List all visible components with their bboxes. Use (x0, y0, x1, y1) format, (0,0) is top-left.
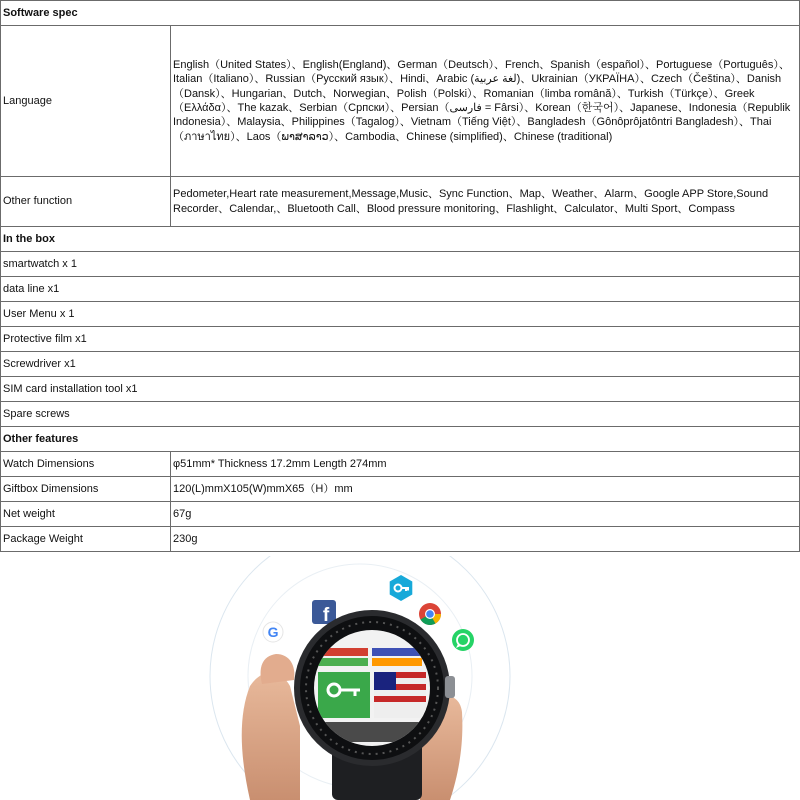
section-title: Other features (1, 427, 800, 452)
box-item-row (1, 402, 800, 427)
box-item: data line x1 (1, 277, 800, 302)
box-item: User Menu x 1 (1, 302, 800, 327)
row-value: Pedometer,Heart rate measurement,Message,Music、Sync Function、Map、Weather、Alarm、Google APP Store,Sound Recorder、Calendar,、Bluetooth Call、Blood pressure monitoring、Flashlight、Calculator、Multi Sport、Compass (171, 177, 800, 227)
row-label: Watch Dimensions (1, 452, 171, 477)
spec-row-net-weight (1, 502, 800, 527)
spec-row-giftbox-dimensions (1, 477, 800, 502)
box-item: smartwatch x 1 (1, 252, 800, 277)
box-item-row (1, 277, 800, 302)
box-item-row (1, 327, 800, 352)
spec-row-other-function (1, 177, 800, 227)
row-label: Other function (1, 177, 171, 227)
section-header-other-features (1, 427, 800, 452)
vpn-key-icon (390, 575, 413, 601)
chrome-icon (419, 603, 441, 625)
box-item: Protective film x1 (1, 327, 800, 352)
crown-button (445, 676, 455, 698)
spec-row-package-weight (1, 527, 800, 552)
box-item-row (1, 377, 800, 402)
product-image (0, 556, 800, 800)
row-label: Language (1, 26, 171, 177)
spec-row-language (1, 26, 800, 177)
svg-text:f: f (322, 605, 330, 626)
row-label: Package Weight (1, 527, 171, 552)
box-item-row (1, 252, 800, 277)
section-title: In the box (1, 227, 800, 252)
box-item: SIM card installation tool x1 (1, 377, 800, 402)
whatsapp-icon (452, 629, 474, 651)
svg-text:G: G (267, 624, 279, 640)
box-item-row (1, 352, 800, 377)
row-label: Net weight (1, 502, 171, 527)
row-label: Giftbox Dimensions (1, 477, 171, 502)
spec-row-watch-dimensions (1, 452, 800, 477)
row-value: 67g (171, 502, 800, 527)
product-image-svg (0, 556, 800, 800)
box-item: Spare screws (1, 402, 800, 427)
row-value: 120(L)mmX105(W)mmX65（H）mm (171, 477, 800, 502)
box-item-row (1, 302, 800, 327)
section-header-software (1, 1, 800, 26)
row-value: 230g (171, 527, 800, 552)
row-value: φ51mm* Thickness 17.2mm Length 274mm (171, 452, 800, 477)
google-icon (263, 622, 283, 642)
box-item: Screwdriver x1 (1, 352, 800, 377)
section-title: Software spec (1, 1, 800, 26)
row-value: English（United States）、English(England)、German（Deutsch）、French、Spanish（español）、Portuguese（Português）、Italian（Italiano）、Russian（Русский язык）、Hindi、Arabic (لغة عربية)、Ukrainian（УКРАЇНА）、Czech（Čeština）、Danish（Dansk）、Hungarian、Dutch、Norwegian、Polish（Polski）、Romanian（limba română）、Turkish（Türkçe）、Greek（Ελλάδα）、The kazak、Serbian（Српски）、Persian（فارسی = Fârsi）、Korean（한국어）、Japanese、Indonesia（Republik Indonesia）、Malaysia、Philippines（Tagalog）、Vietnam（Tiếng Việt）、Bangladesh（Gônôprôjatôntri Bangladesh）、Thai（ภาษาไทย）、Laos（ພາສາລາວ）、Cambodia、Chinese (simplified)、Chinese (traditional) (171, 26, 800, 177)
section-header-in-the-box (1, 227, 800, 252)
